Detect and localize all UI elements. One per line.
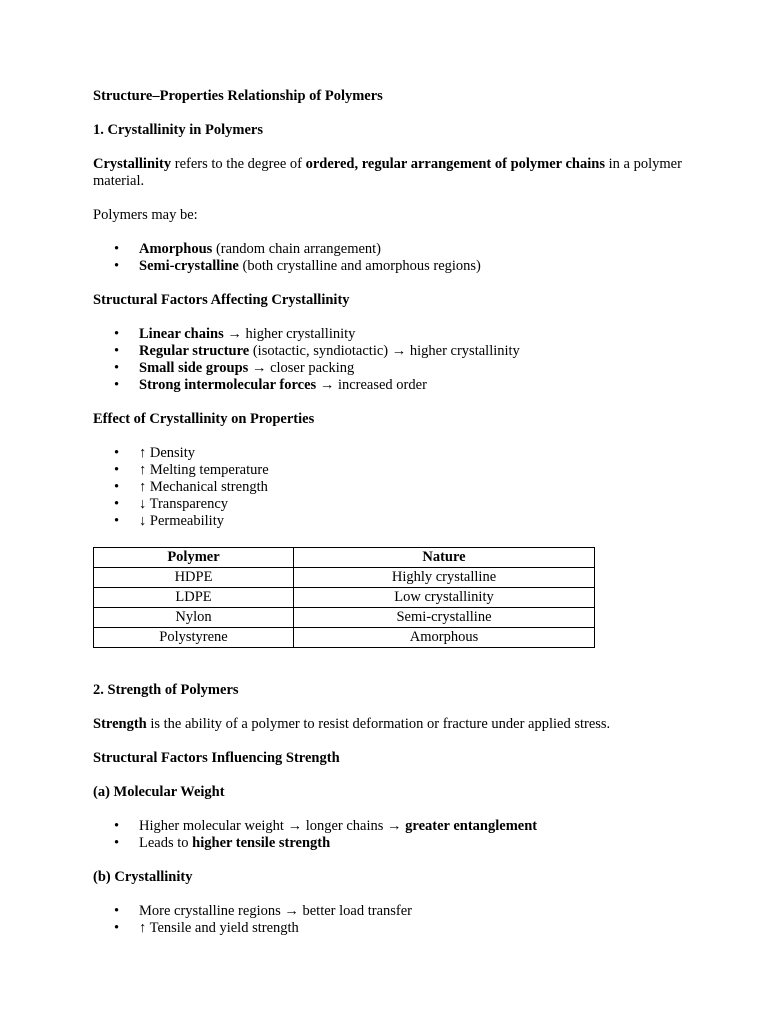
crystallinity-strength-list xyxy=(93,903,683,937)
table-cell: Semi-crystalline xyxy=(294,608,595,628)
list-item: • Strong intermolecular forces → increased order xyxy=(93,377,683,394)
crystallinity-subheading: (b) Crystallinity xyxy=(93,869,193,885)
effects-heading: Effect of Crystallinity on Properties xyxy=(93,411,315,427)
document-title: Structure–Properties Relationship of Polymers xyxy=(93,88,383,104)
table-cell: LDPE xyxy=(94,588,294,608)
table-cell: Nylon xyxy=(94,608,294,628)
table-cell: Polystyrene xyxy=(94,628,294,648)
polymer-types-list xyxy=(93,241,683,275)
section-2-heading: 2. Strength of Polymers xyxy=(93,682,239,698)
list-item: • Amorphous (random chain arrangement) xyxy=(93,241,683,258)
list-item: • Leads to higher tensile strength xyxy=(93,835,683,852)
strength-definition: Strength is the ability of a polymer to resist deformation or fracture under applied stress. xyxy=(93,716,611,732)
table-cell: HDPE xyxy=(94,568,294,588)
table-row xyxy=(94,608,595,628)
table-cell: Highly crystalline xyxy=(294,568,595,588)
effects-list xyxy=(93,445,683,530)
table-row xyxy=(94,588,595,608)
list-item: • Higher molecular weight → longer chains → greater entanglement xyxy=(93,818,683,835)
crystallinity-definition: Crystallinity refers to the degree of ordered, regular arrangement of polymer chains in a polymer material. xyxy=(93,156,682,189)
list-item: • ↓ Permeability xyxy=(93,513,683,530)
definition-bold: ordered, regular arrangement of polymer chains xyxy=(305,156,605,172)
list-item: • ↑ Melting temperature xyxy=(93,462,683,479)
list-item: • Linear chains → higher crystallinity xyxy=(93,326,683,343)
column-header-nature: Nature xyxy=(294,548,595,568)
definition-term: Crystallinity xyxy=(93,156,172,172)
section-1-heading: 1. Crystallinity in Polymers xyxy=(93,122,263,138)
list-item: • Small side groups → closer packing xyxy=(93,360,683,377)
definition-term: Strength xyxy=(93,716,147,732)
polymer-nature-table xyxy=(93,547,595,648)
list-item: • More crystalline regions → better load transfer xyxy=(93,903,683,920)
table-header-row xyxy=(94,548,595,568)
crystallinity-factors-list xyxy=(93,326,683,394)
factors-crystallinity-heading: Structural Factors Affecting Crystallinity xyxy=(93,292,350,308)
list-item: • ↑ Mechanical strength xyxy=(93,479,683,496)
factors-strength-heading: Structural Factors Influencing Strength xyxy=(93,750,340,766)
table-cell: Low crystallinity xyxy=(294,588,595,608)
column-header-polymer: Polymer xyxy=(94,548,294,568)
table-cell: Amorphous xyxy=(294,628,595,648)
table-row xyxy=(94,568,595,588)
list-item: • Regular structure (isotactic, syndiotactic) → higher crystallinity xyxy=(93,343,683,360)
molecular-weight-heading: (a) Molecular Weight xyxy=(93,784,225,800)
polymers-may-be: Polymers may be: xyxy=(93,207,198,223)
table-row xyxy=(94,628,595,648)
molecular-weight-list xyxy=(93,818,683,852)
list-item: • ↑ Tensile and yield strength xyxy=(93,920,683,937)
list-item: • ↑ Density xyxy=(93,445,683,462)
list-item: • Semi-crystalline (both crystalline and amorphous regions) xyxy=(93,258,683,275)
list-item: • ↓ Transparency xyxy=(93,496,683,513)
document-page xyxy=(93,88,683,954)
